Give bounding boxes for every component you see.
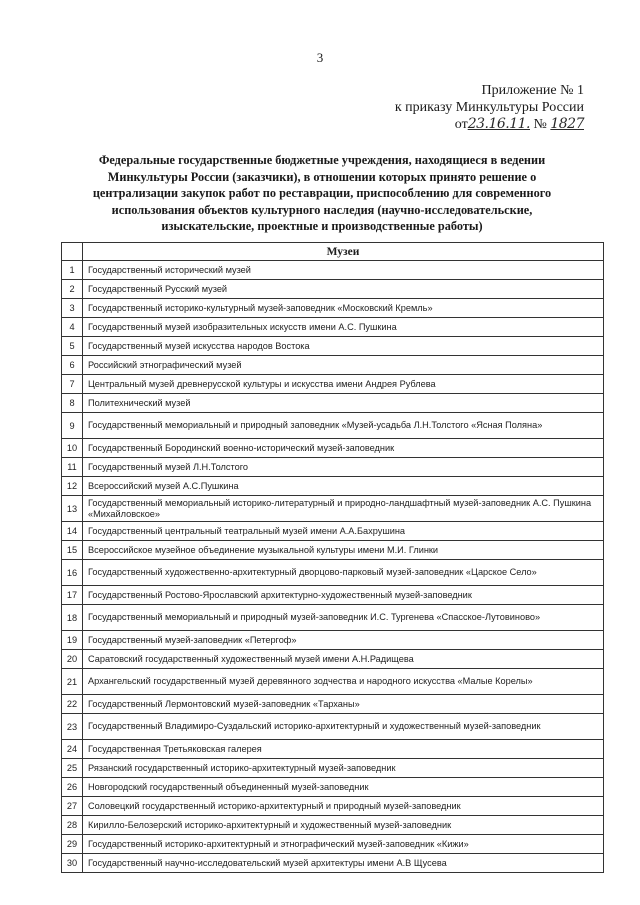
handwritten-date: 23.16.11. (467, 116, 530, 132)
date-prefix: от (454, 117, 468, 132)
row-number: 8 (62, 394, 83, 413)
row-number: 7 (62, 375, 83, 394)
row-number: 4 (62, 318, 83, 337)
museum-name: Новгородский государственный объединенный музей-заповедник (83, 778, 604, 797)
museum-name: Государственный художественно-архитектурный дворцово-парковый музей-заповедник «Царское Село» (83, 560, 604, 586)
row-number: 20 (62, 650, 83, 669)
row-number: 23 (62, 714, 83, 740)
table-row (62, 816, 604, 835)
row-number: 15 (62, 541, 83, 560)
row-number: 30 (62, 854, 83, 873)
museum-name: Государственный центральный театральный музей имени А.А.Бахрушина (83, 522, 604, 541)
row-number: 17 (62, 586, 83, 605)
row-number: 26 (62, 778, 83, 797)
row-number: 29 (62, 835, 83, 854)
table-row (62, 605, 604, 631)
museum-name: Государственный Лермонтовский музей-заповедник «Тарханы» (83, 695, 604, 714)
row-number: 5 (62, 337, 83, 356)
museum-name: Соловецкий государственный историко-архитектурный и природный музей-заповедник (83, 797, 604, 816)
table-row (62, 778, 604, 797)
handwritten-number: 1827 (550, 116, 584, 132)
museum-name: Государственный музей изобразительных искусств имени А.С. Пушкина (83, 318, 604, 337)
table-row (62, 541, 604, 560)
museum-name: Государственный музей-заповедник «Петергоф» (83, 631, 604, 650)
museum-name: Государственный Владимиро-Суздальский историко-архитектурный и художественный музей-заповедник (83, 714, 604, 740)
row-number: 21 (62, 669, 83, 695)
museum-name: Государственный историко-культурный музей-заповедник «Московский Кремль» (83, 299, 604, 318)
museum-name: Всероссийское музейное объединение музыкальной культуры имени М.И. Глинки (83, 541, 604, 560)
museum-name: Саратовский государственный художественный музей имени А.Н.Радищева (83, 650, 604, 669)
row-number: 27 (62, 797, 83, 816)
table-row (62, 669, 604, 695)
table-header-row (62, 243, 604, 261)
museum-name: Рязанский государственный историко-архитектурный музей-заповедник (83, 759, 604, 778)
table-row (62, 650, 604, 669)
museum-name: Кирилло-Белозерский историко-архитектурный и художественный музей-заповедник (83, 816, 604, 835)
row-number: 3 (62, 299, 83, 318)
table-row (62, 854, 604, 873)
row-number: 1 (62, 261, 83, 280)
table-row (62, 560, 604, 586)
museum-name: Центральный музей древнерусской культуры и искусства имени Андрея Рублева (83, 375, 604, 394)
table-row (62, 458, 604, 477)
appendix-title: Приложение № 1 (481, 83, 584, 98)
table-row (62, 261, 604, 280)
table-row (62, 695, 604, 714)
museum-name: Государственный мемориальный и природный заповедник «Музей-усадьба Л.Н.Толстого «Ясная Поляна» (83, 413, 604, 439)
table-row (62, 586, 604, 605)
row-number: 28 (62, 816, 83, 835)
row-number: 16 (62, 560, 83, 586)
row-number: 19 (62, 631, 83, 650)
row-number: 25 (62, 759, 83, 778)
table-row (62, 496, 604, 522)
museum-name: Государственный мемориальный и природный музей-заповедник И.С. Тургенева «Спасское-Лутовиново» (83, 605, 604, 631)
table-row (62, 439, 604, 458)
table-row (62, 740, 604, 759)
museum-name: Государственный мемориальный историко-литературный и природно-ландшафтный музей-заповедник А.С. Пушкина «Михайловское» (83, 496, 604, 522)
page-number: 3 (316, 50, 324, 65)
table-row (62, 280, 604, 299)
museum-name: Государственный Русский музей (83, 280, 604, 299)
appendix-block (395, 82, 584, 133)
table-row (62, 394, 604, 413)
document-heading: Федеральные государственные бюджетные учреждения, находящиеся в ведении Минкультуры России (заказчики), в отношении которых принято решение о централизации закупок работ по реставрации, приспособлению для современного использования объектов культурного наследия (научно-исследовательские, изыскательские, проектные и производственные работы) (92, 153, 552, 233)
table-row (62, 797, 604, 816)
table-row (62, 714, 604, 740)
row-number: 12 (62, 477, 83, 496)
table-row (62, 337, 604, 356)
museum-name: Государственный музей искусства народов Востока (83, 337, 604, 356)
row-number: 10 (62, 439, 83, 458)
row-number: 6 (62, 356, 83, 375)
museum-name: Архангельский государственный музей деревянного зодчества и народного искусства «Малые Корелы» (83, 669, 604, 695)
row-number: 11 (62, 458, 83, 477)
museum-name: Государственный музей Л.Н.Толстого (83, 458, 604, 477)
museum-name: Политехнический музей (83, 394, 604, 413)
table-row (62, 375, 604, 394)
museum-name: Государственный научно-исследовательский музей архитектуры имени А.В Щусева (83, 854, 604, 873)
row-number: 18 (62, 605, 83, 631)
row-number: 13 (62, 496, 83, 522)
table-row (62, 522, 604, 541)
museum-name: Государственный исторический музей (83, 261, 604, 280)
museum-name: Всероссийский музей А.С.Пушкина (83, 477, 604, 496)
order-reference: к приказу Минкультуры России (394, 100, 584, 115)
museums-table (61, 242, 604, 873)
row-number: 24 (62, 740, 83, 759)
table-row (62, 413, 604, 439)
table-row (62, 299, 604, 318)
museum-name: Государственный историко-архитектурный и этнографический музей-заповедник «Кижи» (83, 835, 604, 854)
table-row (62, 356, 604, 375)
table-row (62, 759, 604, 778)
number-column-header (62, 243, 83, 261)
museum-name: Государственный Ростово-Ярославский архитектурно-художественный музей-заповедник (83, 586, 604, 605)
row-number: 22 (62, 695, 83, 714)
row-number: 2 (62, 280, 83, 299)
museum-name: Государственная Третьяковская галерея (83, 740, 604, 759)
museum-name: Российский этнографический музей (83, 356, 604, 375)
museums-column-header: Музеи (83, 243, 604, 261)
table-row (62, 318, 604, 337)
museum-name: Государственный Бородинский военно-исторический музей-заповедник (83, 439, 604, 458)
order-date-number (395, 116, 584, 133)
table-row (62, 835, 604, 854)
row-number: 9 (62, 413, 83, 439)
table-row (62, 477, 604, 496)
table-row (62, 631, 604, 650)
number-prefix: № (533, 117, 547, 132)
row-number: 14 (62, 522, 83, 541)
